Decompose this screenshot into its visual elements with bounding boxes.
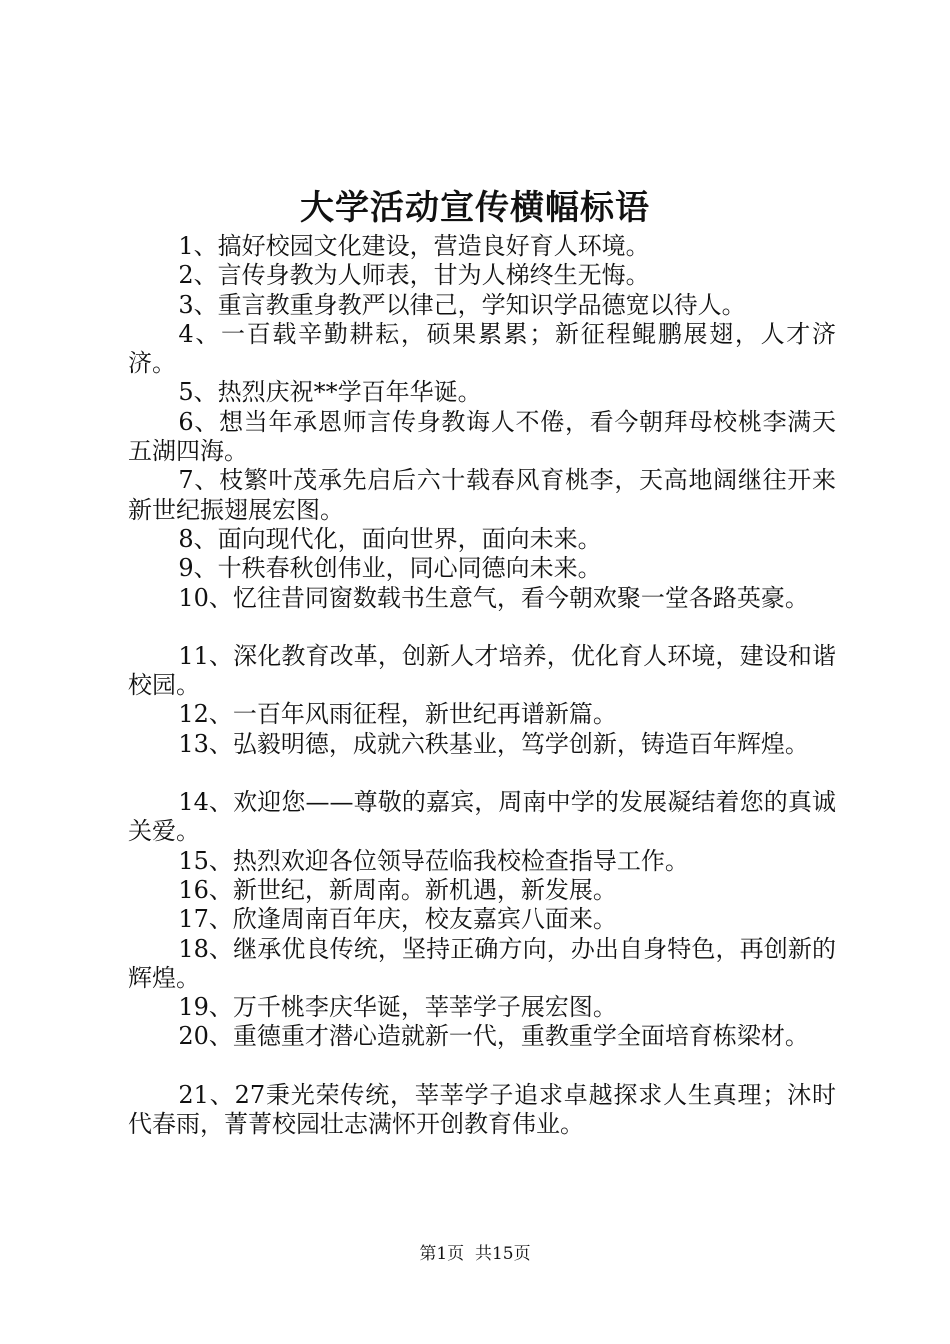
list-item: 16、新世纪，新周南。新机遇，新发展。 (178, 875, 617, 904)
list-item: 2、言传身教为人师表，甘为人梯终生无悔。 (178, 261, 650, 290)
list-item: 5、热烈庆祝**学百年华诞。 (178, 378, 482, 407)
list-item: 20、重德重才潜心造就新一代，重教重学全面培育栋梁材。 (178, 1022, 809, 1051)
list-item: 7、枝繁叶茂承先启后六十载春风育桃李，天高地阔继往开来新世纪振翅展宏图。 (128, 466, 836, 524)
list-item: 10、忆往昔同窗数载书生意气，看今朝欢聚一堂各路英豪。 (178, 583, 809, 612)
list-item: 4、一百载辛勤耕耘，硕果累累；新征程鲲鹏展翅，人才济济。 (128, 319, 836, 378)
page-footer (0, 1243, 950, 1265)
list-item: 13、弘毅明德，成就六秩基业，笃学创新，铸造百年辉煌。 (178, 729, 809, 758)
list-item: 6、想当年承恩师言传身教诲人不倦，看今朝拜母校桃李满天五湖四海。 (128, 407, 836, 466)
document-title: 大学活动宣传横幅标语 (300, 188, 650, 228)
list-item: 14、欢迎您——尊敬的嘉宾，周南中学的发展凝结着您的真诚关爱。 (128, 788, 836, 846)
list-item: 3、重言教重身教严以律己，学知识学品德宽以待人。 (178, 290, 746, 319)
list-item: 17、欣逢周南百年庆，校友嘉宾八面来。 (178, 905, 617, 934)
list-item: 15、热烈欢迎各位领导莅临我校检查指导工作。 (178, 846, 689, 875)
list-item: 11、深化教育改革，创新人才培养，优化育人环境，建设和谐校园。 (128, 641, 836, 700)
page-number-label: 第1页 共15页 (419, 1244, 531, 1264)
list-item: 1、搞好校园文化建设，营造良好育人环境。 (178, 232, 650, 260)
slogan-list (128, 232, 836, 1139)
list-item: 19、万千桃李庆华诞，莘莘学子展宏图。 (178, 993, 617, 1022)
list-item: 21、27秉光荣传统，莘莘学子追求卓越探求人生真理；沐时代春雨，菁菁校园壮志满怀开创教育伟业。 (128, 1080, 836, 1139)
list-item: 18、继承优良传统，坚持正确方向，办出自身特色，再创新的辉煌。 (128, 934, 836, 992)
list-item: 9、十秩春秋创伟业，同心同德向未来。 (178, 554, 602, 583)
list-item: 12、一百年风雨征程，新世纪再谱新篇。 (178, 700, 617, 729)
list-item: 8、面向现代化，面向世界，面向未来。 (178, 524, 602, 553)
